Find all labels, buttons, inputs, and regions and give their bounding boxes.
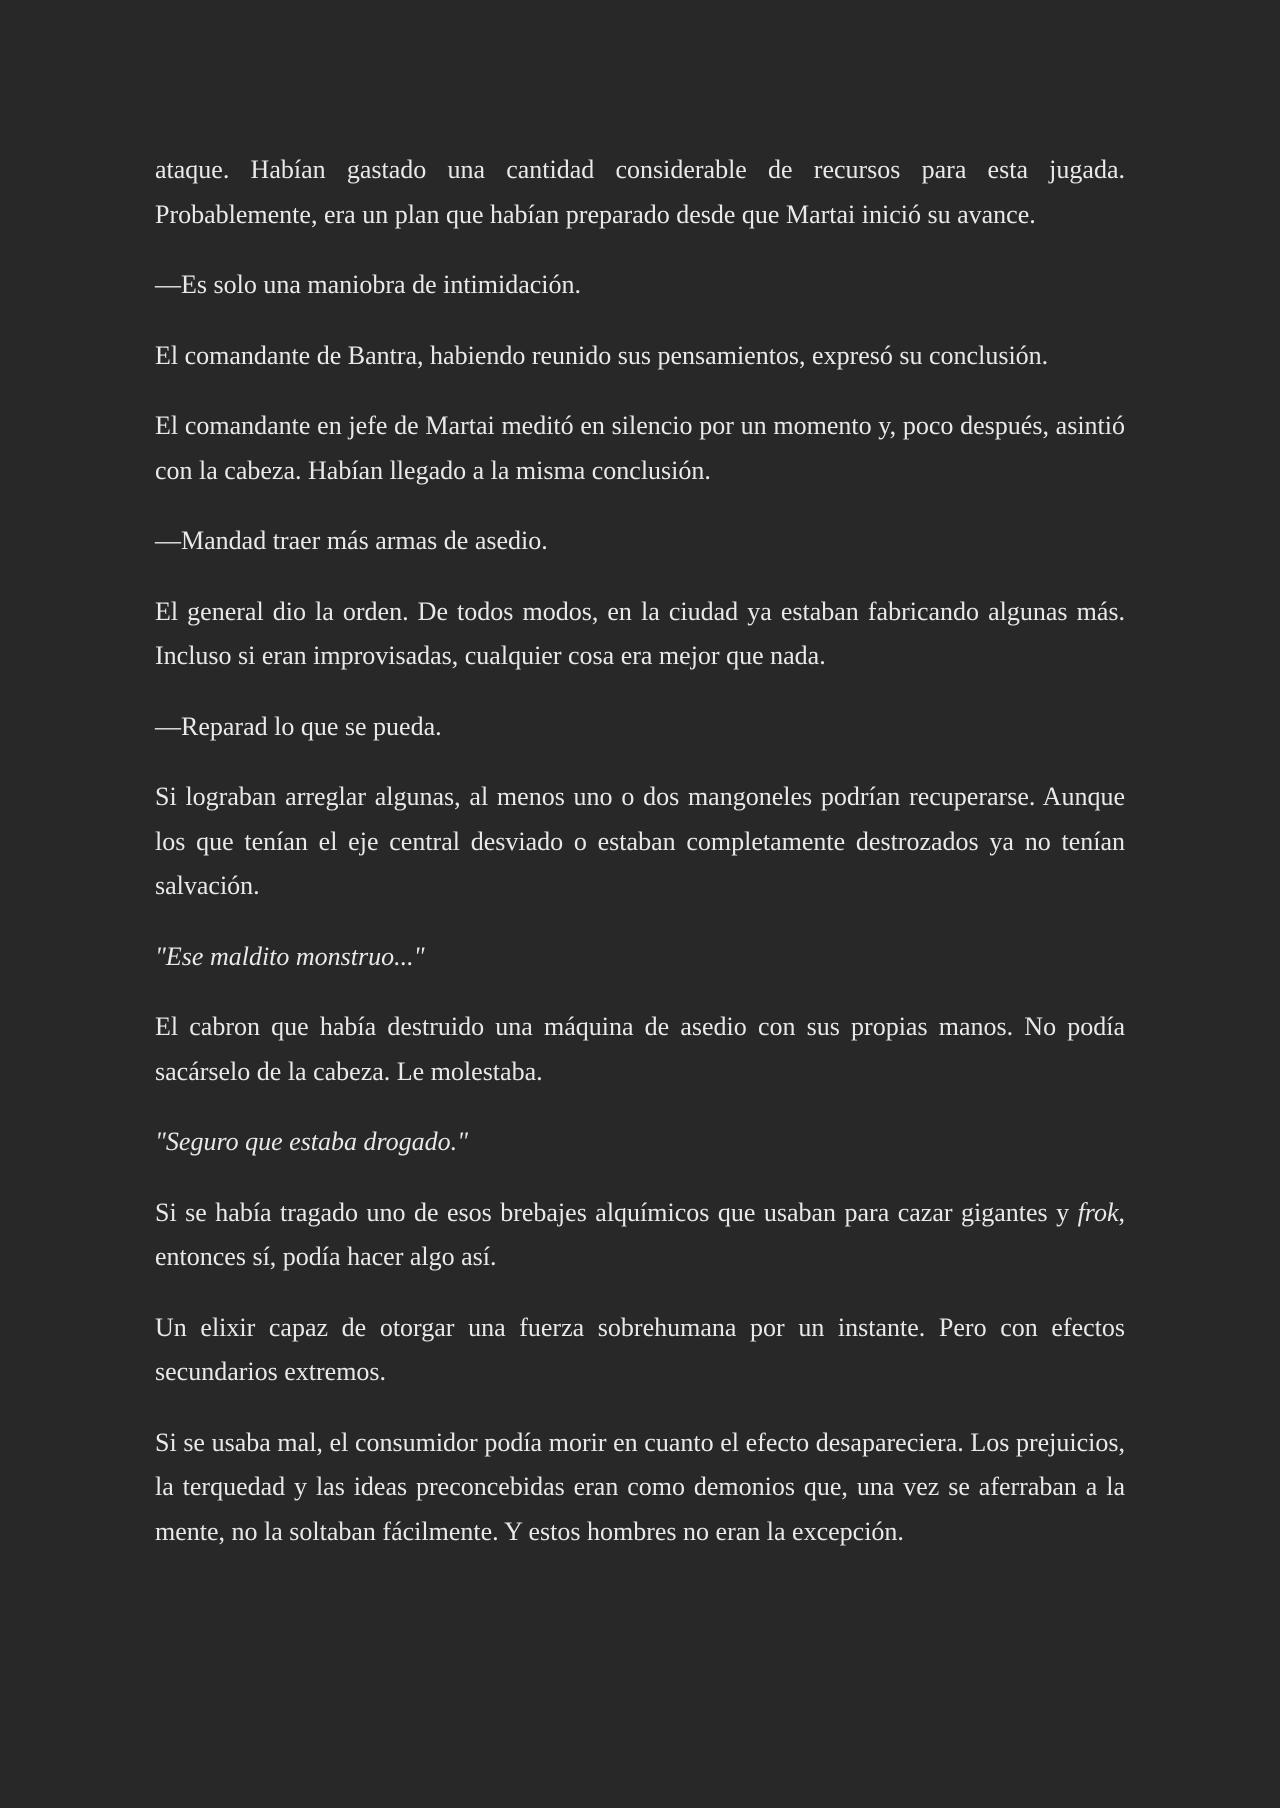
paragraph-text: , entonces sí, podía hacer algo así. [155,1197,1125,1271]
paragraph: El comandante de Bantra, habiendo reunido sus pensamientos, expresó su conclusión. [155,340,1049,370]
thought-line: "Seguro que estaba drogado." [155,1127,469,1156]
dialogue-line: —Reparad lo que se pueda. [155,711,442,741]
dialogue-line: —Mandad traer más armas de asedio. [155,526,548,555]
thought-line: "Ese maldito monstruo..." [155,941,425,971]
paragraph-text: Si se había tragado uno de esos brebajes alquímicos que usaban para cazar gigantes y [155,1197,1078,1227]
chapter-text [155,148,1125,1580]
paragraph: ataque. Habían gastado una cantidad considerable de recursos para esta jugada. Probablemente, era un plan que habían preparado desde que Martai inició su avance. [155,155,1125,229]
emphasized-word: frok [1077,1197,1119,1227]
dialogue-line: —Es solo una maniobra de intimidación. [155,270,582,299]
paragraph [155,1191,1125,1280]
paragraph: El cabron que había destruido una máquina de asedio con sus propias manos. No podía sacárselo de la cabeza. Le molestaba. [155,1012,1125,1086]
paragraph: Si se usaba mal, el consumidor podía morir en cuanto el efecto desapareciera. Los prejuicios, la terquedad y las ideas preconcebidas eran como demonios que, una vez se aferraban a la mente, no la soltaban fácilmente. Y estos hombres no eran la excepción. [155,1427,1125,1546]
paragraph: Un elixir capaz de otorgar una fuerza sobrehumana por un instante. Pero con efectos secundarios extremos. [155,1312,1125,1386]
paragraph: El comandante en jefe de Martai meditó en silencio por un momento y, poco después, asintió con la cabeza. Habían llegado a la misma conclusión. [155,411,1125,485]
paragraph: El general dio la orden. De todos modos, en la ciudad ya estaban fabricando algunas más. Incluso si eran improvisadas, cualquier cosa era mejor que nada. [155,596,1125,670]
paragraph: Si lograban arreglar algunas, al menos uno o dos mangoneles podrían recuperarse. Aunque los que tenían el eje central desviado o estaban completamente destrozados ya no tenían salvación. [155,782,1125,900]
